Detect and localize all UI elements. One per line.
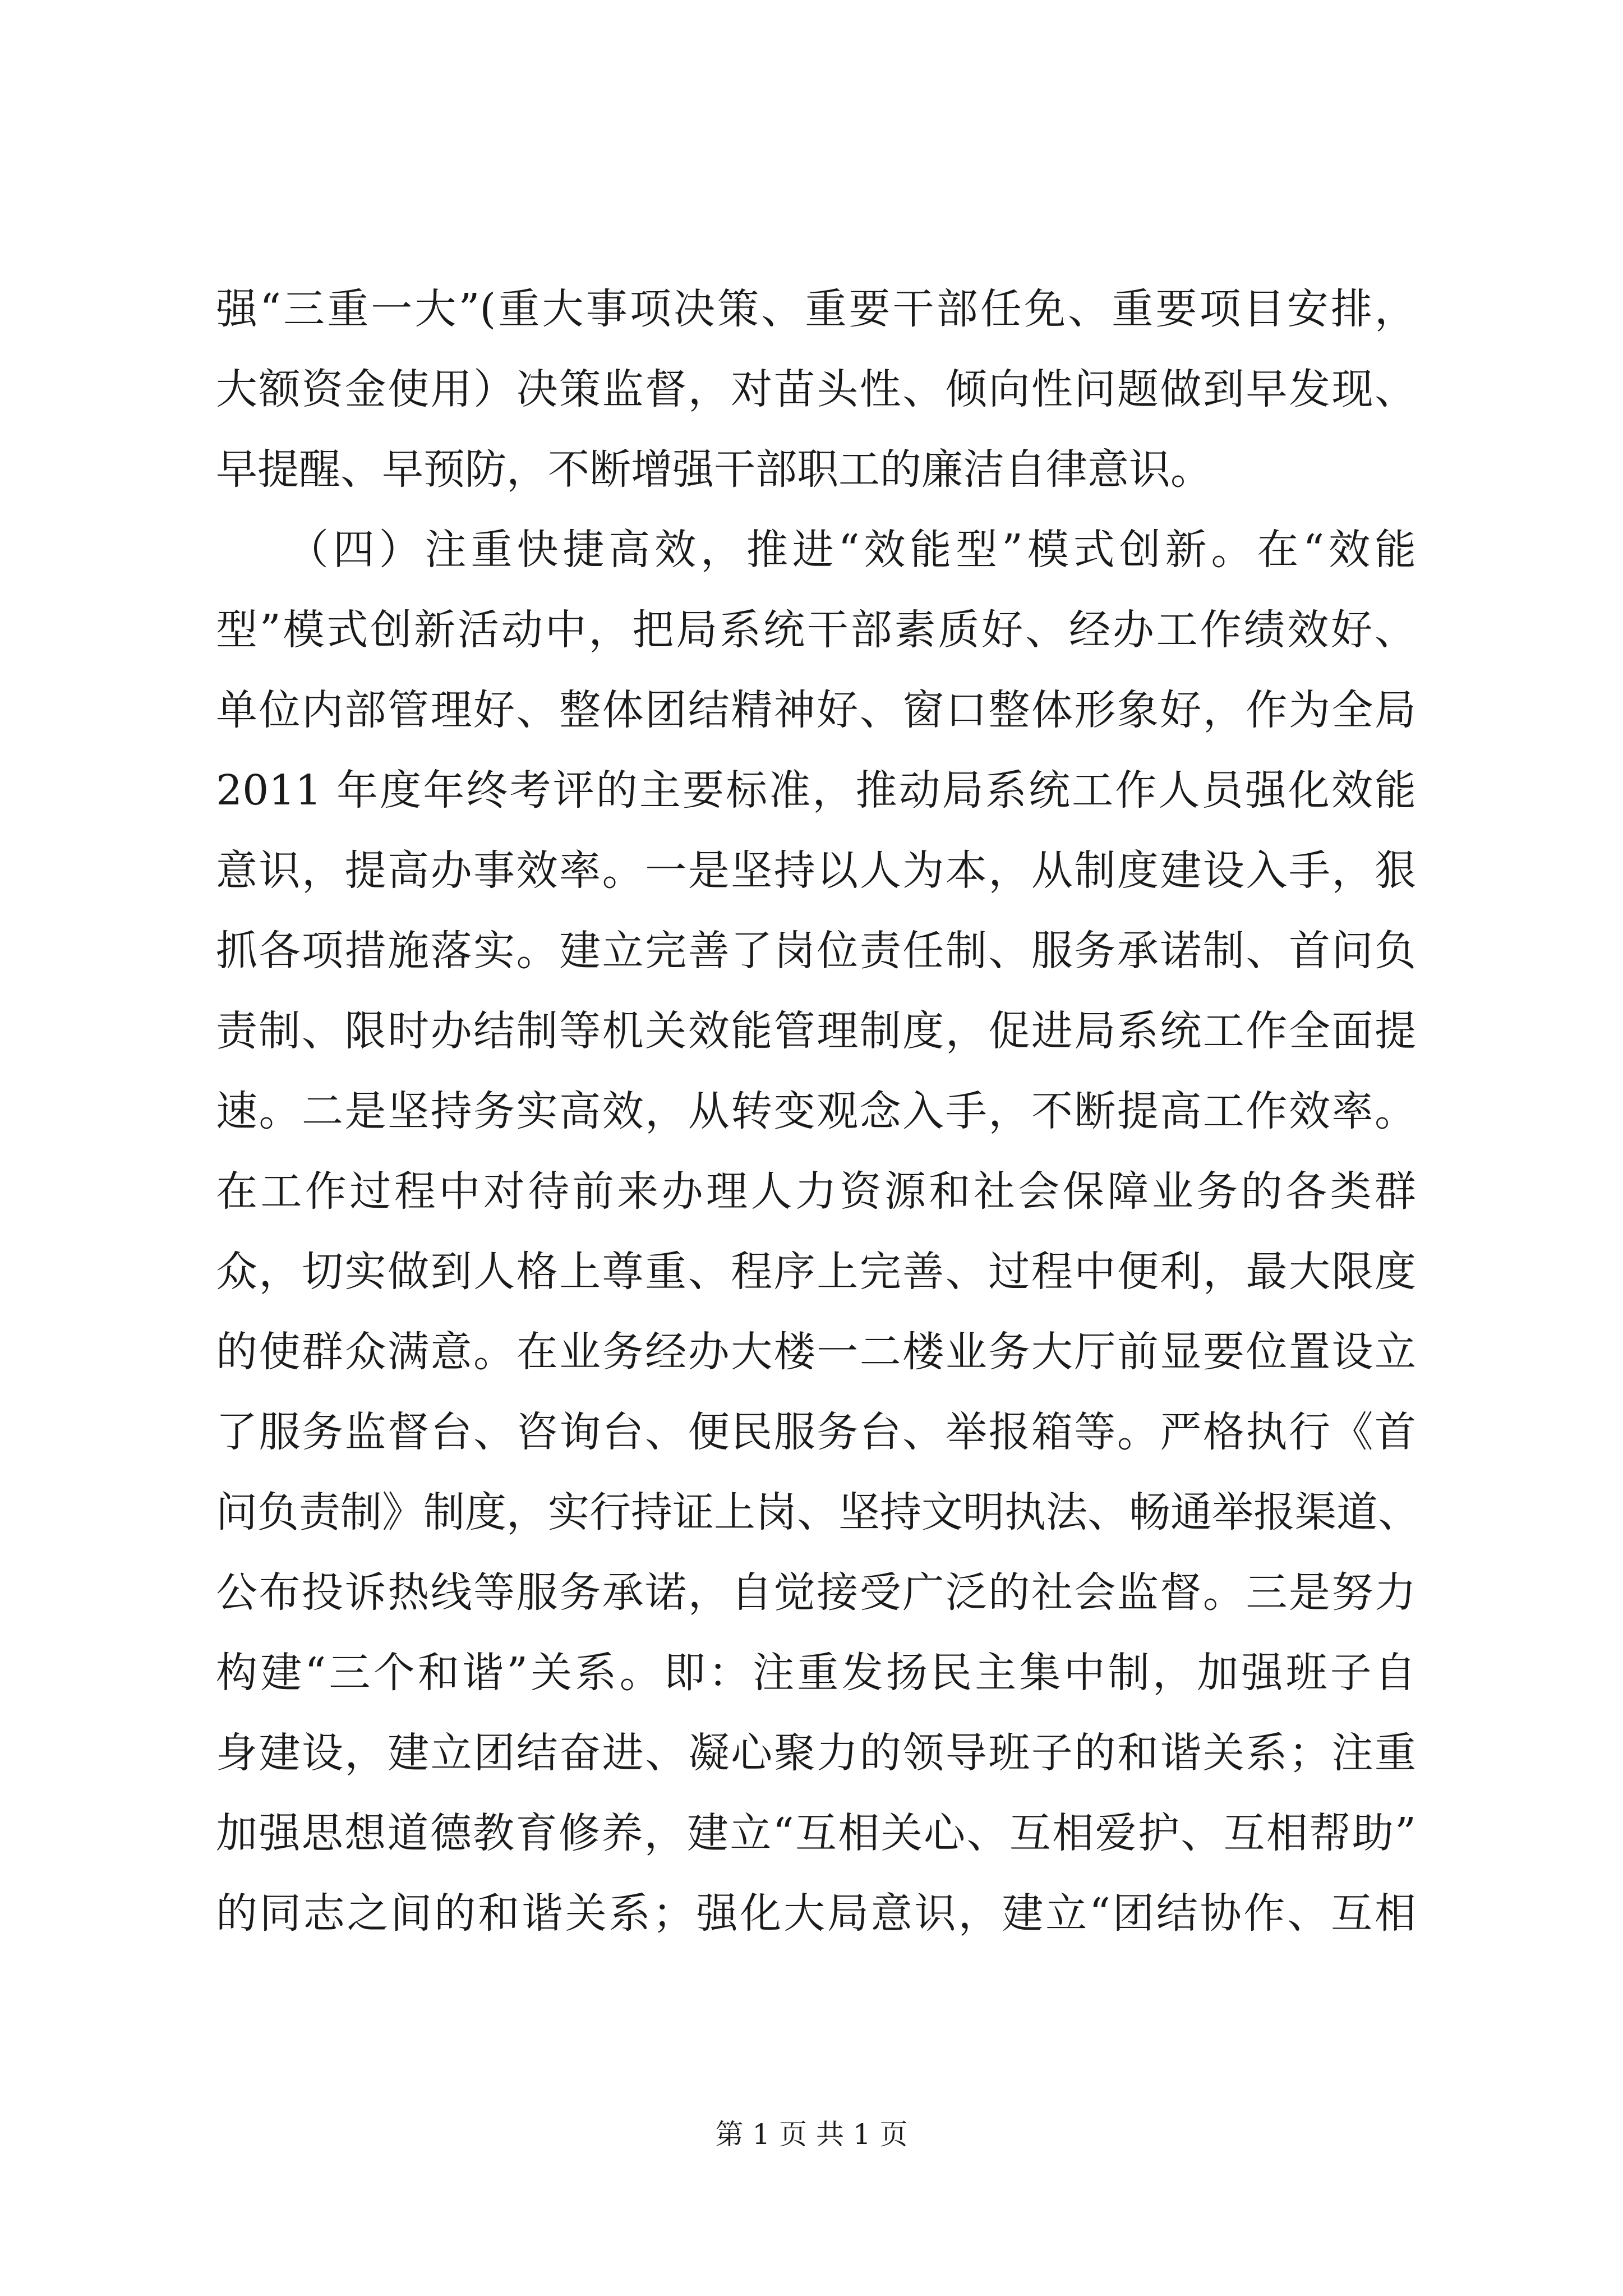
- text-line: 的使群众满意。在业务经办大楼一二楼业务大厅前显要位置设立: [216, 1328, 1416, 1376]
- text-line: 问负责制》制度，实行持证上岗、坚持文明执法、畅通举报渠道、: [216, 1488, 1419, 1536]
- text-line: 早提醒、早预防，不断增强干部职工的廉洁自律意识。: [216, 445, 1212, 494]
- text-line: 身建设，建立团结奋进、凝心聚力的领导班子的和谐关系；注重: [216, 1729, 1416, 1777]
- text-line: （四）注重快捷高效，推进“效能型”模式创新。在“效能: [216, 526, 1416, 574]
- text-line: 在工作过程中对待前来办理人力资源和社会保障业务的各类群: [216, 1167, 1416, 1216]
- text-line: 2011 年度年终考评的主要标准，推动局系统工作人员强化效能: [216, 766, 1416, 815]
- text-line: 速。二是坚持务实高效，从转变观念入手，不断提高工作效率。: [216, 1087, 1416, 1135]
- text-line: 加强思想道德教育修养，建立“互相关心、互相爱护、互相帮助”: [216, 1809, 1416, 1857]
- text-line: 意识，提高办事效率。一是坚持以人为本，从制度建设入手，狠: [216, 846, 1416, 895]
- text-line: 的同志之间的和谐关系；强化大局意识，建立“团结协作、互相: [216, 1889, 1416, 1938]
- text-line: 大额资金使用）决策监督，对苗头性、倾向性问题做到早发现、: [216, 365, 1416, 413]
- text-line: 型”模式创新活动中，把局系统干部素质好、经办工作绩效好、: [216, 606, 1416, 654]
- text-line: 构建“三个和谐”关系。即：注重发扬民主集中制，加强班子自: [216, 1649, 1416, 1697]
- text-line: 了服务监督台、咨询台、便民服务台、举报箱等。严格执行《首: [216, 1408, 1416, 1456]
- body-text: [216, 269, 1419, 1954]
- text-line: 强“三重一大”(重大事项决策、重要干部任免、重要项目安排，: [216, 285, 1416, 333]
- page-footer: 第 1 页 共 1 页: [715, 2118, 908, 2151]
- text-line: 责制、限时办结制等机关效能管理制度，促进局系统工作全面提: [216, 1007, 1416, 1055]
- text-line: 公布投诉热线等服务承诺，自觉接受广泛的社会监督。三是努力: [216, 1568, 1416, 1617]
- text-line: 众，切实做到人格上尊重、程序上完善、过程中便利，最大限度: [216, 1248, 1416, 1296]
- text-line: 单位内部管理好、整体团结精神好、窗口整体形象好，作为全局: [216, 686, 1416, 734]
- text-line: 抓各项措施落实。建立完善了岗位责任制、服务承诺制、首问负: [216, 927, 1416, 975]
